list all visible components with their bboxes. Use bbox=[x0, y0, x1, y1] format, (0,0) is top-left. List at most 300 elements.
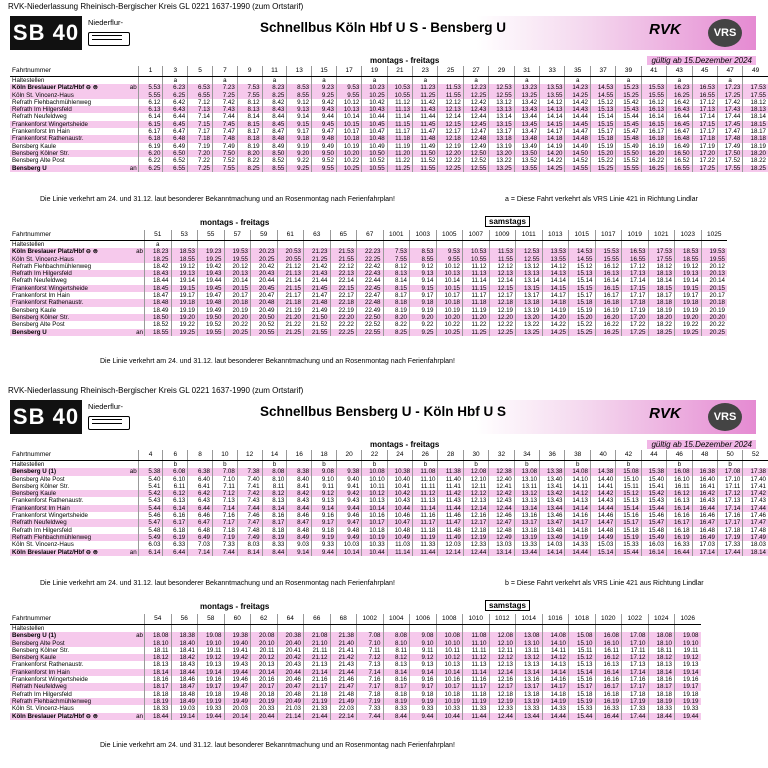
trip-number: 1002 bbox=[357, 614, 384, 625]
stop-name: Frankenforst Im Hain bbox=[10, 669, 126, 676]
departure-time: 19.08 bbox=[675, 632, 701, 639]
departure-time: 8.17 bbox=[383, 292, 410, 299]
departure-time: 12.43 bbox=[489, 497, 514, 504]
departure-time: 22.52 bbox=[357, 321, 384, 328]
departure-time: 7.12 bbox=[188, 99, 213, 106]
departure-time: 8.40 bbox=[287, 476, 312, 483]
departure-time: 6.47 bbox=[188, 519, 213, 526]
departure-time: 9.46 bbox=[336, 512, 361, 519]
marker-note: a = Diese Fahrt verkehrt als VRS Linie 421 in Richtung Lindlar bbox=[505, 196, 698, 203]
departure-time: 6.50 bbox=[163, 150, 188, 157]
departure-time: 15.14 bbox=[569, 669, 596, 676]
departure-time: 8.33 bbox=[262, 541, 287, 548]
stop-name: Refrath Neufeldweg bbox=[12, 277, 67, 285]
departure-time: 8.14 bbox=[237, 113, 262, 120]
departure-time: 16.19 bbox=[641, 143, 666, 150]
departure-time: 15.12 bbox=[569, 654, 596, 661]
departure-time: 19.17 bbox=[171, 292, 198, 299]
stop-name: Köln Breslauer Platz/Hbf ⊖ ⊜ bbox=[10, 84, 121, 91]
departure-time: 15.17 bbox=[569, 683, 596, 690]
departure-time: 7.25 bbox=[213, 92, 238, 99]
trip-marker bbox=[383, 241, 410, 249]
departure-time: 19.08 bbox=[198, 632, 225, 639]
departure-time: 15.53 bbox=[641, 84, 666, 91]
departure-time: 12.12 bbox=[463, 490, 488, 497]
departure-time: 10.43 bbox=[362, 106, 387, 113]
arrival-departure-flag bbox=[121, 128, 138, 135]
departure-time: 10.55 bbox=[387, 92, 412, 99]
departure-time: 15.13 bbox=[569, 270, 596, 277]
departure-time: 14.55 bbox=[590, 92, 615, 99]
departure-time: 22.48 bbox=[357, 299, 384, 306]
departure-time: 20.12 bbox=[701, 263, 727, 270]
departure-time: 8.11 bbox=[262, 483, 287, 490]
departure-time: 8.15 bbox=[383, 285, 410, 292]
departure-time: 9.14 bbox=[287, 549, 312, 556]
departure-time: 15.13 bbox=[616, 497, 641, 504]
departure-time: 16.14 bbox=[641, 549, 666, 556]
trip-number: 1006 bbox=[410, 614, 437, 625]
departure-time: 19.15 bbox=[675, 285, 702, 292]
departure-time: 13.20 bbox=[516, 314, 543, 321]
stop-name: Bensberg U bbox=[10, 165, 121, 172]
departure-time: 9.13 bbox=[287, 106, 312, 113]
departure-time: 9.14 bbox=[312, 505, 337, 512]
arrival-departure-flag: an bbox=[126, 713, 145, 720]
departure-time: 22.19 bbox=[330, 307, 357, 314]
stop-name: Bensberg Kölner Str. bbox=[12, 646, 70, 654]
departure-time: 9.50 bbox=[312, 150, 337, 157]
trip-number: 58 bbox=[198, 614, 225, 625]
rvk-logo: RVK bbox=[649, 405, 681, 422]
departure-time: 8.46 bbox=[287, 512, 312, 519]
departure-time: 20.48 bbox=[277, 691, 304, 698]
departure-time: 19.23 bbox=[198, 248, 225, 255]
departure-time: 8.08 bbox=[383, 632, 410, 639]
arrival-departure-flag bbox=[126, 698, 145, 705]
section-saturdays: samstags bbox=[485, 216, 530, 227]
departure-time: 17.20 bbox=[622, 314, 649, 321]
departure-time: 10.19 bbox=[436, 698, 463, 705]
trip-number: 1004 bbox=[383, 614, 410, 625]
departure-time: 15.12 bbox=[569, 263, 596, 270]
departure-time: 7.20 bbox=[188, 150, 213, 157]
stop-row bbox=[10, 647, 701, 654]
trip-number: 29 bbox=[489, 66, 514, 77]
departure-time: 6.42 bbox=[188, 490, 213, 497]
departure-time: 9.15 bbox=[410, 285, 437, 292]
departure-time: 13.19 bbox=[514, 534, 539, 541]
trip-marker: a bbox=[616, 77, 641, 85]
departure-time: 15.48 bbox=[641, 527, 666, 534]
departure-time: 14.18 bbox=[565, 527, 590, 534]
departure-time: 10.53 bbox=[463, 248, 490, 255]
departure-time: 15.18 bbox=[569, 691, 596, 698]
departure-time: 20.25 bbox=[701, 329, 727, 336]
trip-number: 68 bbox=[330, 614, 357, 625]
departure-time: 11.52 bbox=[413, 157, 438, 164]
stop-row bbox=[10, 640, 701, 647]
departure-time: 15.13 bbox=[590, 106, 615, 113]
departure-time: 18.44 bbox=[648, 713, 675, 720]
departure-time: 20.38 bbox=[277, 632, 304, 639]
departure-time: 13.38 bbox=[540, 468, 565, 475]
departure-time: 14.25 bbox=[542, 329, 569, 336]
departure-time: 15.11 bbox=[616, 483, 641, 490]
departure-time: 15.49 bbox=[641, 534, 666, 541]
departure-time: 18.17 bbox=[648, 683, 675, 690]
departure-time: 14.49 bbox=[565, 143, 590, 150]
trip-number: 16 bbox=[287, 450, 312, 461]
departure-time: 13.25 bbox=[516, 329, 543, 336]
departure-time: 20.17 bbox=[701, 292, 727, 299]
departure-time: 15.55 bbox=[595, 256, 622, 263]
departure-time: 17.52 bbox=[717, 157, 742, 164]
departure-time: 8.12 bbox=[237, 99, 262, 106]
departure-time: 18.49 bbox=[145, 307, 172, 314]
departure-time: 12.44 bbox=[463, 549, 488, 556]
departure-time: 12.48 bbox=[463, 135, 488, 142]
departure-time: 11.18 bbox=[413, 527, 438, 534]
departure-time: 12.22 bbox=[489, 321, 516, 328]
departure-time: 17.20 bbox=[692, 150, 717, 157]
trip-marker: b bbox=[362, 461, 387, 469]
departure-time: 12.17 bbox=[489, 683, 516, 690]
trip-marker bbox=[277, 241, 304, 249]
departure-time: 19.44 bbox=[198, 277, 225, 284]
departure-time: 19.20 bbox=[171, 314, 198, 321]
departure-time: 13.08 bbox=[514, 468, 539, 475]
departure-time: 7.19 bbox=[213, 534, 238, 541]
trip-marker bbox=[237, 461, 262, 469]
departure-time: 8.44 bbox=[287, 505, 312, 512]
departure-time: 18.19 bbox=[648, 698, 675, 705]
departure-time: 6.08 bbox=[163, 468, 188, 475]
departure-time: 10.43 bbox=[387, 497, 412, 504]
departure-time: 21.41 bbox=[330, 647, 357, 654]
trip-number: 1003 bbox=[410, 230, 437, 241]
departure-time: 16.12 bbox=[667, 490, 692, 497]
trip-marker: b bbox=[413, 461, 438, 469]
departure-time: 9.10 bbox=[312, 476, 337, 483]
departure-time: 6.15 bbox=[138, 121, 163, 128]
departure-time: 11.08 bbox=[413, 468, 438, 475]
departure-time: 16.55 bbox=[622, 256, 649, 263]
departure-time: 17.44 bbox=[717, 549, 742, 556]
stop-name: Frankenforst Wingertsheide bbox=[12, 512, 89, 520]
departure-time: 19.14 bbox=[675, 669, 701, 676]
departure-time: 14.41 bbox=[590, 483, 615, 490]
departure-time: 12.20 bbox=[438, 150, 463, 157]
trip-marker bbox=[489, 625, 516, 633]
departure-time: 9.55 bbox=[436, 256, 463, 263]
departure-time: 21.55 bbox=[330, 256, 357, 263]
departure-time: 18.10 bbox=[648, 640, 675, 647]
departure-time: 7.18 bbox=[357, 691, 384, 698]
departure-time: 12.14 bbox=[489, 669, 516, 676]
departure-time: 18.11 bbox=[145, 647, 172, 654]
trip-marker: a bbox=[463, 77, 488, 85]
departure-time: 8.25 bbox=[262, 92, 287, 99]
departure-time: 7.03 bbox=[188, 541, 213, 548]
departure-time: 17.49 bbox=[743, 534, 768, 541]
departure-time: 18.14 bbox=[743, 113, 768, 120]
trip-marker bbox=[171, 241, 198, 249]
departure-time: 9.22 bbox=[287, 157, 312, 164]
departure-time: 8.15 bbox=[237, 121, 262, 128]
arrival-departure-flag bbox=[126, 676, 145, 683]
departure-time: 19.18 bbox=[198, 691, 225, 698]
section-saturdays: samstags bbox=[485, 600, 530, 611]
departure-time: 18.08 bbox=[648, 632, 675, 639]
departure-time: 11.18 bbox=[463, 299, 490, 306]
departure-time: 10.10 bbox=[362, 476, 387, 483]
departure-time: 12.17 bbox=[489, 292, 516, 299]
departure-time: 11.40 bbox=[438, 476, 463, 483]
departure-time: 17.19 bbox=[622, 307, 649, 314]
trip-number: 13 bbox=[287, 66, 312, 77]
stop-row bbox=[10, 270, 727, 277]
departure-time: 16.49 bbox=[692, 534, 717, 541]
trip-number: 30 bbox=[463, 450, 488, 461]
stop-row bbox=[10, 683, 701, 690]
departure-time: 21.18 bbox=[277, 299, 304, 306]
departure-time: 22.25 bbox=[357, 256, 384, 263]
trip-marker bbox=[489, 461, 514, 469]
departure-time: 14.16 bbox=[542, 676, 569, 683]
departure-time: 16.03 bbox=[641, 541, 666, 548]
departure-time: 19.18 bbox=[171, 299, 198, 306]
departure-time: 11.13 bbox=[463, 661, 490, 668]
departure-time: 18.49 bbox=[171, 698, 198, 705]
stop-row bbox=[10, 292, 727, 299]
departure-time: 7.44 bbox=[357, 713, 384, 720]
low-floor-bus-icon bbox=[88, 18, 132, 48]
departure-time: 17.53 bbox=[648, 248, 675, 255]
trip-marker: b bbox=[616, 461, 641, 469]
departure-time: 19.19 bbox=[675, 698, 701, 705]
departure-time: 16.44 bbox=[692, 505, 717, 512]
departure-time: 12.18 bbox=[489, 691, 516, 698]
departure-time: 11.25 bbox=[413, 92, 438, 99]
stop-name: Refrath Flehbachmühlenweg bbox=[12, 98, 92, 106]
low-floor-label: Niederflur- bbox=[88, 18, 124, 27]
departure-time: 7.14 bbox=[357, 669, 384, 676]
trip-number: 35 bbox=[565, 66, 590, 77]
departure-time: 10.12 bbox=[436, 263, 463, 270]
departure-time: 10.48 bbox=[362, 135, 387, 142]
departure-time: 8.18 bbox=[262, 527, 287, 534]
stop-name: Frankenforst Wingertsheide bbox=[12, 676, 89, 684]
departure-time: 13.17 bbox=[514, 519, 539, 526]
departure-time: 12.19 bbox=[489, 698, 516, 705]
departure-time: 14.13 bbox=[540, 106, 565, 113]
trip-marker bbox=[569, 241, 596, 249]
departure-time: 12.53 bbox=[489, 84, 514, 91]
departure-time: 19.55 bbox=[224, 256, 251, 263]
departure-time: 8.19 bbox=[383, 698, 410, 705]
departure-time: 18.47 bbox=[145, 292, 172, 299]
departure-time: 11.48 bbox=[438, 527, 463, 534]
departure-time: 21.40 bbox=[330, 640, 357, 647]
departure-time: 17.17 bbox=[717, 519, 742, 526]
marker-note: b = Diese Fahrt verkehrt als VRS Linie 421 aus Richtung Lindlar bbox=[505, 580, 704, 587]
departure-time: 15.55 bbox=[616, 165, 641, 172]
departure-time: 21.12 bbox=[304, 654, 331, 661]
departure-time: 7.40 bbox=[237, 476, 262, 483]
stops-label: Haltestellen bbox=[12, 625, 45, 632]
departure-time: 18.48 bbox=[145, 299, 172, 306]
departure-time: 9.11 bbox=[410, 647, 437, 654]
departure-time: 7.55 bbox=[383, 256, 410, 263]
departure-time: 8.20 bbox=[237, 150, 262, 157]
departure-time: 19.22 bbox=[675, 321, 702, 328]
departure-time: 5.42 bbox=[138, 490, 163, 497]
trip-marker bbox=[383, 625, 410, 633]
departure-time: 5.46 bbox=[138, 512, 163, 519]
departure-time: 14.49 bbox=[590, 534, 615, 541]
arrival-departure-flag bbox=[121, 157, 138, 164]
departure-time: 18.11 bbox=[648, 647, 675, 654]
departure-time: 18.44 bbox=[145, 277, 172, 284]
stops-header-row bbox=[10, 241, 727, 249]
departure-time: 15.48 bbox=[616, 135, 641, 142]
departure-time: 16.53 bbox=[692, 84, 717, 91]
departure-time: 17.55 bbox=[717, 165, 742, 172]
trip-number: 43 bbox=[667, 66, 692, 77]
departure-time: 10.19 bbox=[436, 307, 463, 314]
departure-time: 5.38 bbox=[138, 468, 163, 475]
trip-number: 40 bbox=[590, 450, 615, 461]
departure-time: 12.19 bbox=[489, 307, 516, 314]
departure-time: 15.44 bbox=[641, 505, 666, 512]
departure-time: 8.38 bbox=[287, 468, 312, 475]
departure-time: 19.19 bbox=[171, 307, 198, 314]
departure-time: 21.48 bbox=[304, 299, 331, 306]
departure-time: 16.25 bbox=[595, 329, 622, 336]
departure-time: 13.10 bbox=[516, 640, 543, 647]
trip-marker bbox=[436, 241, 463, 249]
departure-time: 12.25 bbox=[438, 165, 463, 172]
departure-time: 11.12 bbox=[387, 99, 412, 106]
departure-time: 20.47 bbox=[277, 683, 304, 690]
departure-time: 19.13 bbox=[675, 661, 701, 668]
route-title: Schnellbus Köln Hbf U S - Bensberg U bbox=[260, 20, 507, 35]
departure-time: 10.13 bbox=[336, 106, 361, 113]
departure-time: 7.10 bbox=[357, 640, 384, 647]
departure-time: 17.25 bbox=[717, 92, 742, 99]
departure-time: 17.14 bbox=[622, 669, 649, 676]
departure-time: 8.33 bbox=[383, 705, 410, 712]
departure-time: 16.14 bbox=[667, 505, 692, 512]
departure-time: 12.49 bbox=[489, 534, 514, 541]
departure-time: 16.42 bbox=[692, 490, 717, 497]
trip-number: 42 bbox=[616, 450, 641, 461]
departure-time: 10.33 bbox=[362, 541, 387, 548]
departure-time: 17.43 bbox=[717, 106, 742, 113]
departure-time: 12.19 bbox=[463, 534, 488, 541]
departure-time: 22.45 bbox=[357, 285, 384, 292]
departure-time: 16.17 bbox=[595, 292, 622, 299]
stops-header-row bbox=[10, 77, 768, 85]
departure-time: 19.41 bbox=[224, 647, 251, 654]
departure-time: 19.46 bbox=[224, 676, 251, 683]
departure-time: 15.08 bbox=[616, 468, 641, 475]
trip-number: 1021 bbox=[648, 230, 675, 241]
trip-number: 49 bbox=[743, 66, 768, 77]
departure-time: 17.33 bbox=[622, 705, 649, 712]
departure-time: 10.42 bbox=[387, 490, 412, 497]
departure-time: 11.12 bbox=[413, 490, 438, 497]
departure-time: 16.19 bbox=[595, 307, 622, 314]
departure-time: 6.25 bbox=[138, 165, 163, 172]
departure-time: 13.15 bbox=[489, 121, 514, 128]
departure-time: 21.45 bbox=[304, 285, 331, 292]
trip-marker bbox=[622, 241, 649, 249]
departure-time: 12.47 bbox=[489, 519, 514, 526]
trip-marker bbox=[692, 77, 717, 85]
stop-name: Bensberg Kölner Str. bbox=[10, 150, 121, 157]
departure-time: 11.17 bbox=[463, 683, 490, 690]
trip-marker bbox=[410, 241, 437, 249]
trip-marker bbox=[569, 625, 596, 633]
trip-marker bbox=[540, 461, 565, 469]
departure-time: 20.46 bbox=[277, 676, 304, 683]
departure-time: 7.10 bbox=[213, 476, 238, 483]
departure-time: 10.17 bbox=[436, 292, 463, 299]
stop-row bbox=[10, 299, 727, 306]
departure-time: 13.13 bbox=[489, 106, 514, 113]
departure-time: 13.44 bbox=[540, 505, 565, 512]
departure-time: 18.14 bbox=[648, 669, 675, 676]
departure-time: 13.11 bbox=[514, 483, 539, 490]
trip-number: 25 bbox=[438, 66, 463, 77]
stop-name: Köln St. Vincenz-Haus bbox=[10, 92, 121, 99]
arrival-departure-flag bbox=[126, 270, 145, 277]
departure-time: 22.17 bbox=[330, 292, 357, 299]
departure-time: 8.50 bbox=[262, 150, 287, 157]
trip-marker bbox=[330, 625, 357, 633]
departure-time: 17.45 bbox=[717, 121, 742, 128]
arrival-departure-flag: ab bbox=[126, 248, 145, 255]
timetable-page-return bbox=[0, 384, 768, 768]
departure-time: 20.14 bbox=[251, 669, 278, 676]
trip-marker bbox=[590, 77, 615, 85]
departure-time: 8.23 bbox=[262, 84, 287, 91]
departure-time: 8.20 bbox=[383, 314, 410, 321]
trip-number: 55 bbox=[198, 230, 225, 241]
departure-time: 21.47 bbox=[304, 292, 331, 299]
departure-time: 10.12 bbox=[362, 490, 387, 497]
departure-time: 14.08 bbox=[542, 632, 569, 639]
departure-time: 6.33 bbox=[163, 541, 188, 548]
stop-name: Bensberg Alte Post bbox=[12, 475, 65, 483]
trip-marker bbox=[516, 625, 543, 633]
stop-row bbox=[10, 654, 701, 661]
departure-time: 19.53 bbox=[224, 248, 251, 255]
departure-time: 6.18 bbox=[138, 135, 163, 142]
departure-time: 14.48 bbox=[590, 527, 615, 534]
departure-time: 9.25 bbox=[312, 92, 337, 99]
departure-time: 6.18 bbox=[163, 527, 188, 534]
departure-time: 19.48 bbox=[198, 299, 225, 306]
departure-time: 6.19 bbox=[163, 534, 188, 541]
departure-time: 13.12 bbox=[514, 490, 539, 497]
departure-time: 12.12 bbox=[438, 99, 463, 106]
departure-time: 18.55 bbox=[171, 256, 198, 263]
departure-time: 7.25 bbox=[188, 165, 213, 172]
departure-time: 12.15 bbox=[438, 121, 463, 128]
